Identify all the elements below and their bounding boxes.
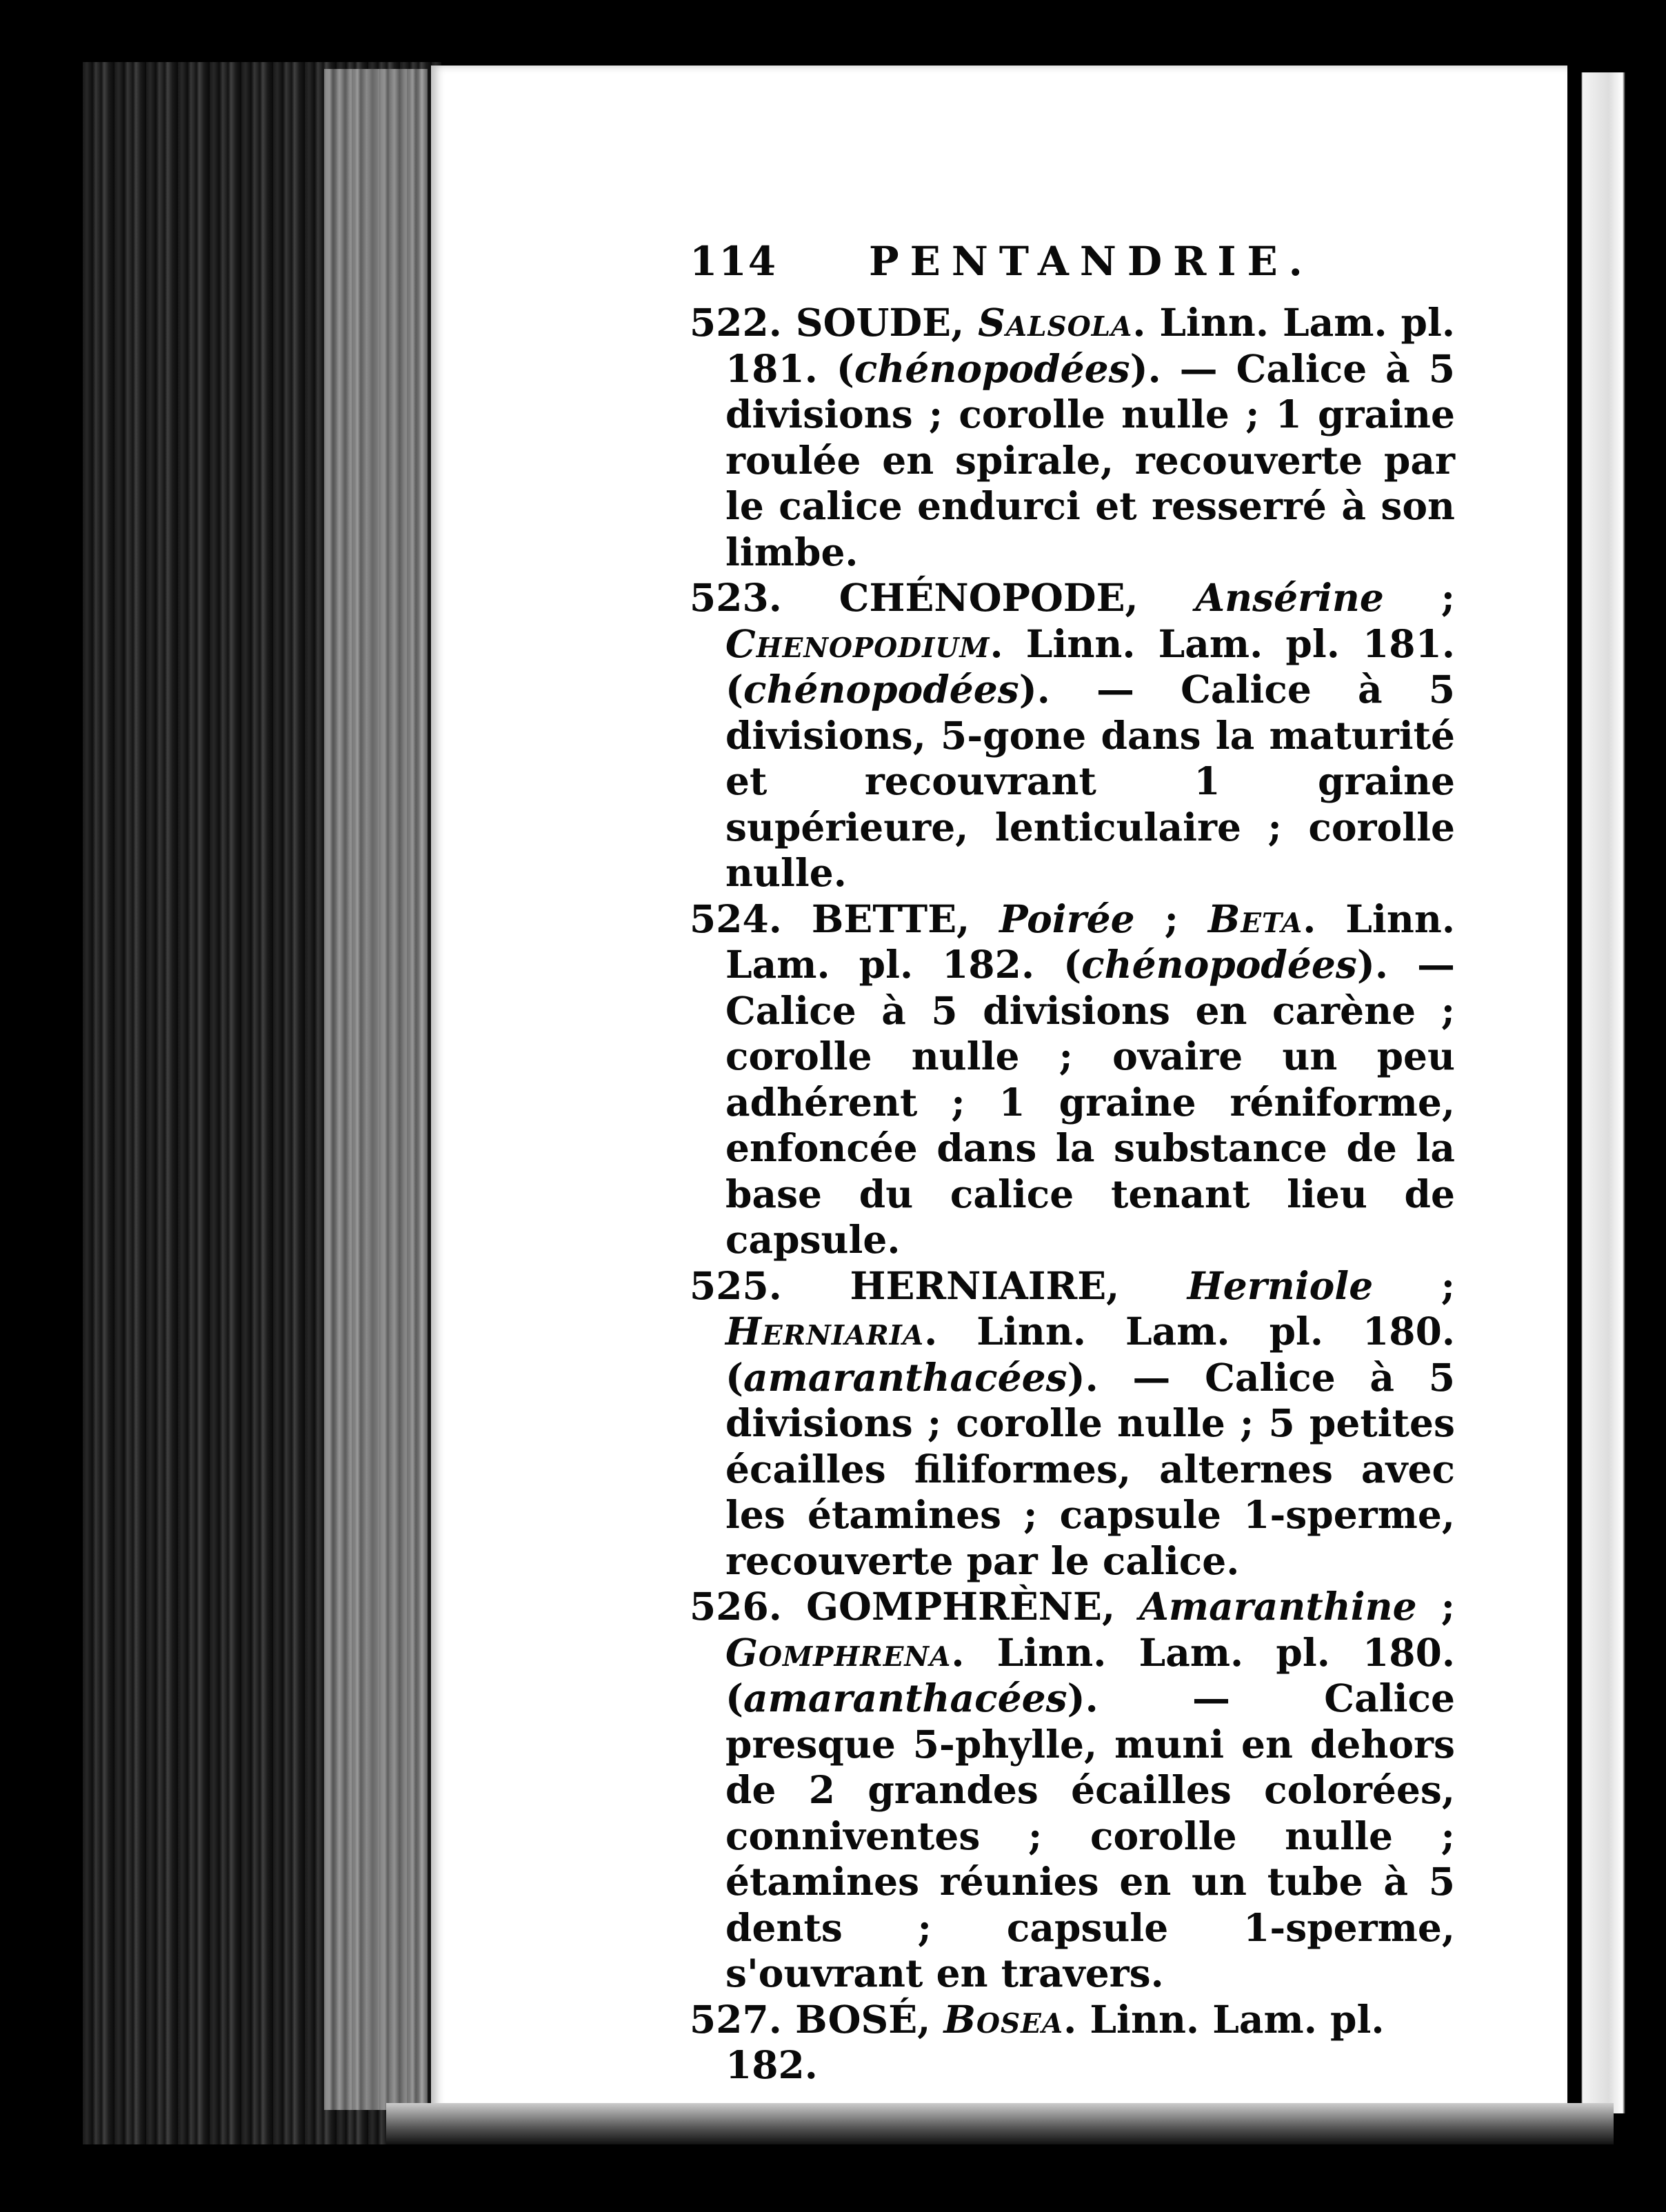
entry-number: 523.: [690, 575, 782, 620]
entry-reference: . Linn. Lam. pl. 182. (: [725, 896, 1455, 987]
entry-526: 526. GOMPHRÈNE, Amaranthine ; Gomphrena. Linn. Lam. pl. 180. (amaranthacées). — Calice presque 5-phylle, muni en dehors de 2 grandes écailles colorées, conniventes ; corolle nulle ; étamines réunies en un tube à 5 dents ; capsule 1-sperme, s'ouvrant en travers.: [690, 1584, 1455, 1995]
running-head: [690, 238, 1455, 300]
entry-name: BETTE: [811, 896, 957, 941]
entry-number: 526.: [690, 1584, 782, 1629]
entry-reference: . Linn. Lam. pl. 182.: [725, 1996, 1385, 2087]
entry-latin-name: Salsola: [978, 300, 1133, 345]
entry-common-name: Poirée: [999, 896, 1135, 941]
entry-description: ). — Calice à 5 divisions, 5-gone dans la maturité et recouvrant 1 graine supérieure, lenticulaire ; corolle nulle.: [725, 667, 1455, 895]
entry-common-name: Ansérine: [1195, 575, 1384, 620]
entry-name: BOSÉ: [795, 1996, 918, 2042]
page-text-block: [690, 238, 1455, 2089]
entry-name: HERNIAIRE: [850, 1263, 1107, 1308]
entry-number: 527.: [690, 1996, 782, 2042]
entry-reference: . Linn. Lam. pl. 181. (: [725, 300, 1455, 391]
bottom-page-edge: [386, 2103, 1614, 2144]
entry-reference: . Linn. Lam. pl. 180. (: [725, 1629, 1455, 1720]
entry-family: chénopodées: [1081, 942, 1357, 987]
entry-description: ). — Calice à 5 divisions ; corolle nulle ; 5 petites écailles filiformes, alternes avec les étamines ; capsule 1-sperme, recouverte par le calice.: [725, 1354, 1455, 1583]
entry-number: 525.: [690, 1263, 782, 1308]
entry-latin-name: Beta: [1207, 896, 1303, 941]
entry-description: ). — Calice presque 5-phylle, muni en dehors de 2 grandes écailles colorées, conniventes ; corolle nulle ; étamines réunies en un tube à 5 dents ; capsule 1-sperme, s'ouvrant en travers.: [725, 1676, 1455, 1995]
entry-family: chénopodées: [854, 345, 1130, 391]
entry-523: 523. CHÉNOPODE, Ansérine ; Chenopodium. Linn. Lam. pl. 181. (chénopodées). — Calice à 5 divisions, 5-gone dans la maturité et recouvrant 1 graine supérieure, lenticulaire ; corolle nulle.: [690, 575, 1456, 895]
page-stack-edge: [324, 69, 428, 2110]
entry-latin-name: Herniaria: [725, 1309, 925, 1354]
entry-description: ). — Calice à 5 divisions ; corolle nulle ; 1 graine roulée en spirale, recouverte par le calice endurci et resserré à son limbe.: [725, 345, 1455, 574]
entry-number: 524.: [690, 896, 782, 941]
entry-family: chénopodées: [743, 667, 1019, 712]
entry-common-name: Amaranthine: [1139, 1584, 1417, 1629]
entry-522: 522. SOUDE, Salsola. Linn. Lam. pl. 181. (chénopodées). — Calice à 5 divisions ; corolle nulle ; 1 graine roulée en spirale, recouverte par le calice endurci et resserré à son limbe.: [690, 300, 1455, 574]
entry-524: 524. BETTE, Poirée ; Beta. Linn. Lam. pl. 182. (chénopodées). — Calice à 5 divisions en carène ; corolle nulle ; ovaire un peu adhérent ; 1 graine réniforme, enfoncée dans la substance de la base du calice tenant lieu de capsule.: [690, 896, 1455, 1262]
entry-name: GOMPHRÈNE: [806, 1584, 1102, 1629]
entry-latin-name: Gomphrena: [725, 1629, 952, 1675]
entry-name: SOUDE: [795, 300, 952, 345]
entry-name: CHÉNOPODE: [839, 575, 1125, 620]
entry-latin-name: Bosea: [943, 1996, 1064, 2042]
entry-527: 527. BOSÉ, Bosea. Linn. Lam. pl. 182.: [690, 1996, 1385, 2087]
running-title: PENTANDRIE.: [869, 238, 1314, 285]
entry-reference: . Linn. Lam. pl. 181. (: [725, 621, 1455, 712]
right-page-edge: [1567, 72, 1636, 2113]
entry-family: amaranthacées: [743, 1354, 1067, 1400]
entry-number: 522.: [690, 300, 782, 345]
entry-family: amaranthacées: [743, 1676, 1067, 1720]
entry-525: 525. HERNIAIRE, Herniole ; Herniaria. Linn. Lam. pl. 180. (amaranthacées). — Calice à 5 divisions ; corolle nulle ; 5 petites écailles filiformes, alternes avec les étamines ; capsule 1-sperme, recouverte par le calice.: [690, 1263, 1456, 1583]
page-number: 114: [690, 238, 778, 285]
entry-latin-name: Chenopodium: [725, 621, 990, 666]
entry-common-name: Herniole: [1187, 1263, 1374, 1308]
entry-reference: . Linn. Lam. pl. 180. (: [725, 1309, 1455, 1400]
entry-description: ). — Calice à 5 divisions en carène ; corolle nulle ; ovaire un peu adhérent ; 1 graine réniforme, enfoncée dans la substance de la base du calice tenant lieu de capsule.: [725, 942, 1455, 1262]
